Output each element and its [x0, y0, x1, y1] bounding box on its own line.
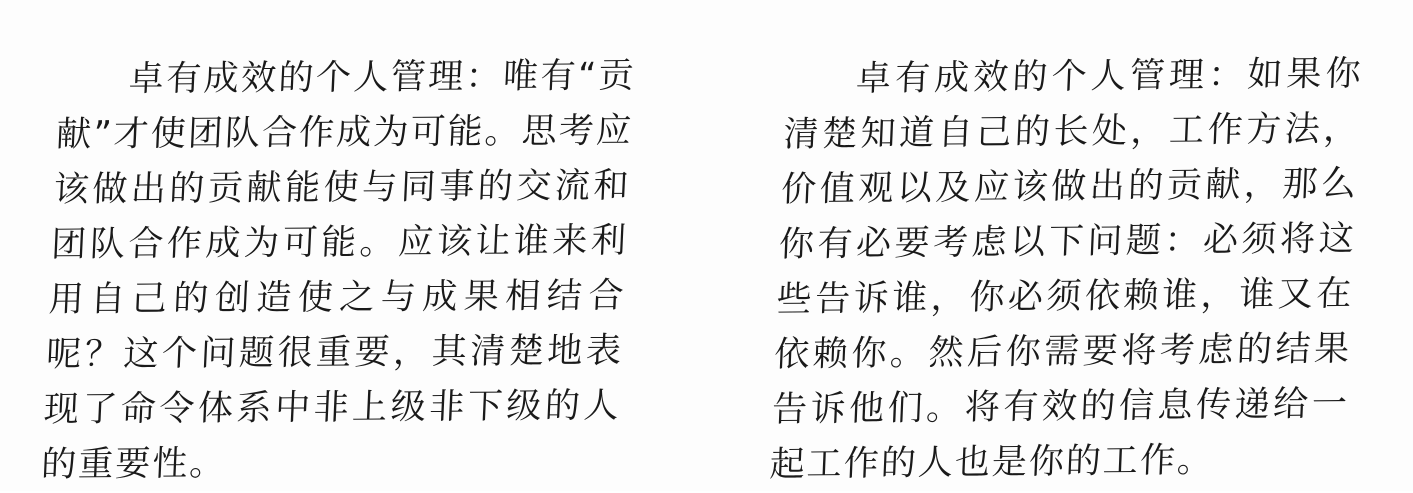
paragraph-right: 卓有成效的个人管理：如果你清楚知道自己的长处，工作方法，价值观以及应该做出的贡献，那么你有必要考虑以下问题：必须将这些告诉谁，你必须依赖谁，谁又在依赖你。然后你需要将考虑的结果告诉他们。将有效的信息传递给一起工作的人也是你的工作。: [768, 47, 1363, 493]
text-column-right: [707, 0, 1413, 491]
paragraph-left: 卓有成效的个人管理：唯有“贡献”才使团队合作成为可能。思考应该做出的贡献能使与同事的交流和团队合作成为可能。应该让谁来利用自己的创造使之与成果相结合呢？这个问题很重要，其清楚地表现了命令体系中非上级非下级的人的重要性。: [40, 49, 637, 493]
text-column-left: [0, 0, 707, 491]
